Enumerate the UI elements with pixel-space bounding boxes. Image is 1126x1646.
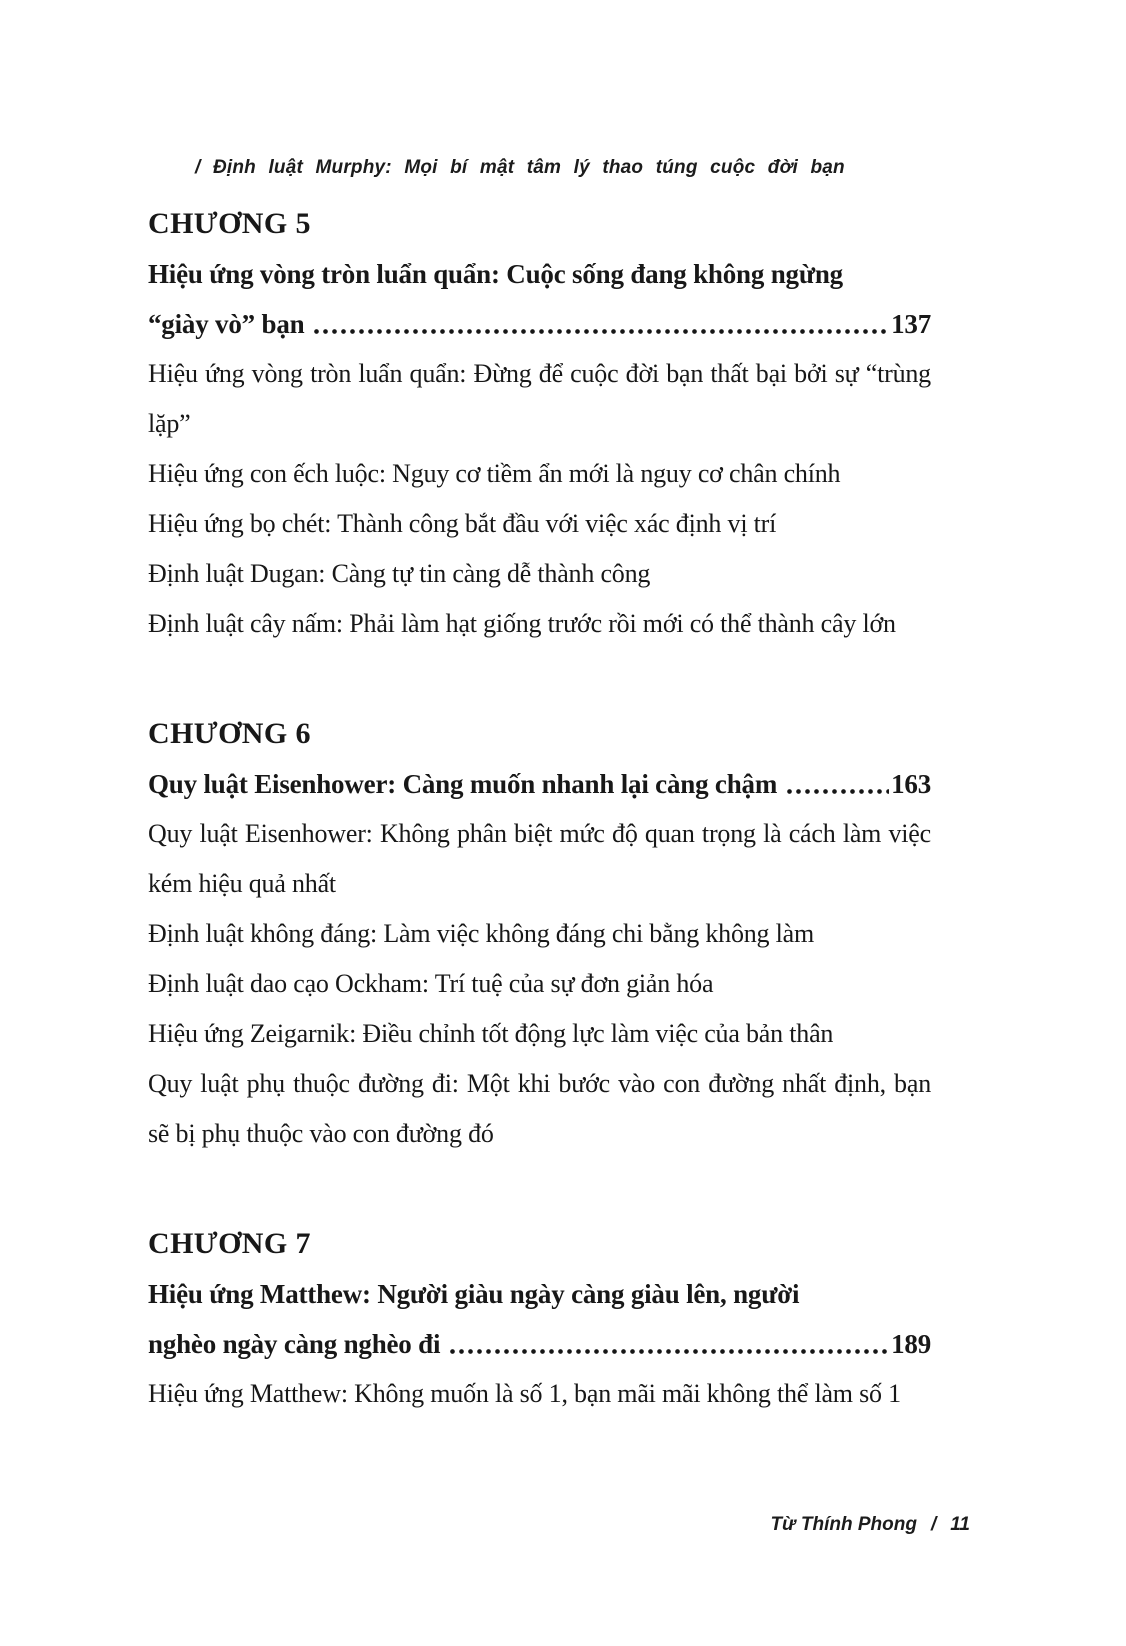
chapter-title-leader-line xyxy=(148,1319,931,1369)
chapter-5-section xyxy=(148,199,931,649)
chapter-page-number: 189 xyxy=(891,1329,931,1359)
toc-item: Hiệu ứng bọ chét: Thành công bắt đầu với việc xác định vị trí xyxy=(148,509,777,538)
chapter-title-end: “giày vò” bạn xyxy=(148,309,305,339)
toc-item: Định luật không đáng: Làm việc không đáng chi bằng không làm xyxy=(148,919,815,948)
page-footer xyxy=(770,1510,970,1540)
dot-leader xyxy=(785,787,889,796)
chapter-7-section xyxy=(148,1219,931,1419)
toc-item: Hiệu ứng Zeigarnik: Điều chỉnh tốt động lực làm việc của bản thân xyxy=(148,1019,834,1048)
chapter-title-leader-line xyxy=(148,759,931,809)
chapter-title-line: Hiệu ứng Matthew: Người giàu ngày càng giàu lên, người xyxy=(148,1279,800,1309)
footer-page-number: 11 xyxy=(950,1514,970,1535)
toc-item: Quy luật phụ thuộc đường đi: Một khi bước vào con đường nhất định, bạn sẽ bị phụ thuộc vào con đường đó xyxy=(148,1069,931,1148)
chapter-title-end: nghèo ngày càng nghèo đi xyxy=(148,1329,441,1359)
chapter-6-section xyxy=(148,709,931,1159)
chapter-title-line: Hiệu ứng vòng tròn luẩn quẩn: Cuộc sống đang không ngừng xyxy=(148,259,843,289)
chapter-heading: CHƯƠNG 7 xyxy=(148,1227,311,1260)
chapter-heading: CHƯƠNG 5 xyxy=(148,207,311,240)
toc-item: Hiệu ứng vòng tròn luẩn quẩn: Đừng để cuộc đời bạn thất bại bởi sự “trùng lặp” xyxy=(148,359,931,438)
running-header: / Định luật Murphy: Mọi bí mật tâm lý thao túng cuộc đời bạn xyxy=(195,157,845,178)
dot-leader xyxy=(312,327,889,336)
footer-author: Từ Thính Phong xyxy=(770,1514,917,1535)
chapter-title-leader-line xyxy=(148,299,931,349)
toc-item: Hiệu ứng Matthew: Không muốn là số 1, bạn mãi mãi không thể làm số 1 xyxy=(148,1379,901,1408)
chapter-title-end: Quy luật Eisenhower: Càng muốn nhanh lại càng chậm xyxy=(148,769,778,799)
toc-item: Định luật Dugan: Càng tự tin càng dễ thành công xyxy=(148,559,651,588)
toc-item: Định luật dao cạo Ockham: Trí tuệ của sự đơn giản hóa xyxy=(148,969,714,998)
toc-content xyxy=(148,199,931,1419)
footer-separator: / xyxy=(930,1514,937,1535)
toc-item: Định luật cây nấm: Phải làm hạt giống trước rồi mới có thể thành cây lớn xyxy=(148,609,896,638)
toc-item: Quy luật Eisenhower: Không phân biệt mức độ quan trọng là cách làm việc kém hiệu quả nhất xyxy=(148,819,931,898)
chapter-page-number: 137 xyxy=(891,309,931,339)
dot-leader xyxy=(448,1347,889,1356)
toc-item: Hiệu ứng con ếch luộc: Nguy cơ tiềm ẩn mới là nguy cơ chân chính xyxy=(148,459,841,488)
chapter-page-number: 163 xyxy=(891,769,931,799)
chapter-heading: CHƯƠNG 6 xyxy=(148,717,311,750)
